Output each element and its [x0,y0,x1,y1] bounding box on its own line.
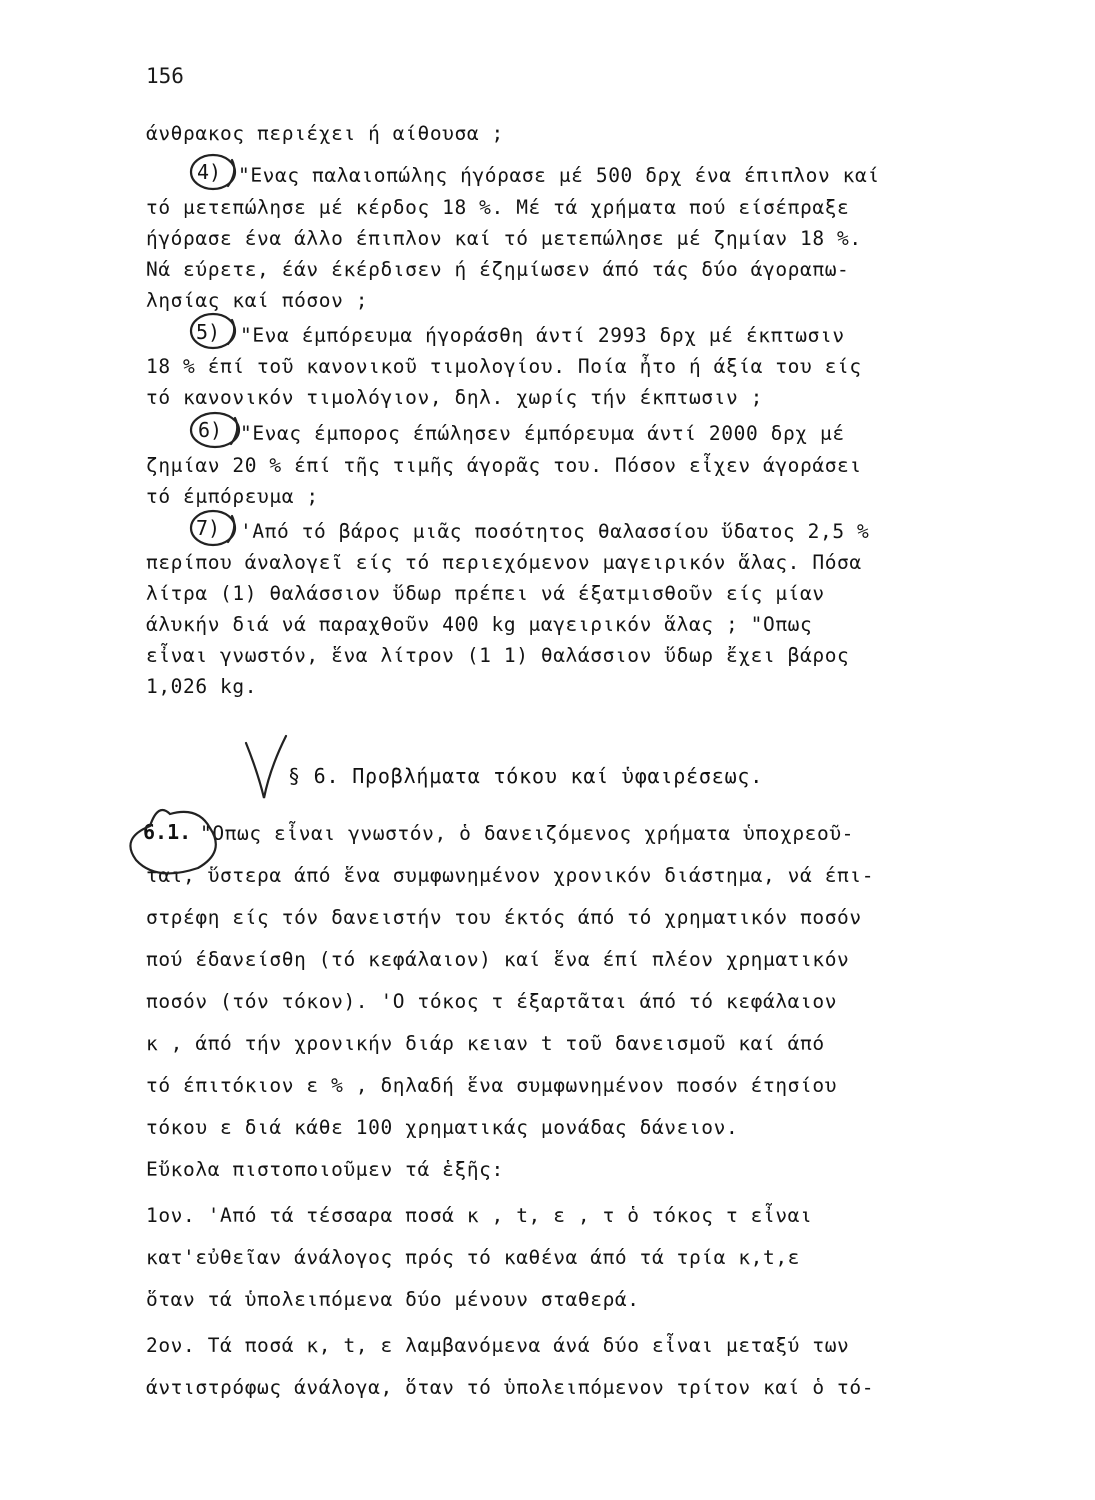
text-line: "Ενας έμπορος έπώλησεν έμπόρευμα άντί 2000 δρχ μέ [240,422,845,445]
text-line: άλυκήν διά νά παραχθοῦν 400 kg μαγειρικόν ἅλας ; "Οπως [146,613,813,636]
text-line: λίτρα (1) θαλάσσιον ὕδωρ πρέπει νά έξατμισθοῦν είς μίαν [146,582,825,605]
text-line: άντιστρόφως άνάλογα, ὅταν τό ὑπολειπόμενον τρίτον καί ὁ τό- [146,1376,875,1399]
section-heading: § 6. Προβλήματα τόκου καί ὑφαιρέσεως. [288,764,764,788]
text-line: 'Από τό βάρος μιᾶς ποσότητος θαλασσίου ὕδατος 2,5 % [240,520,870,543]
text-line: ποσόν (τόν τόκον). 'Ο τόκος τ έξαρτᾶται άπό τό κεφάλαιον [146,990,838,1013]
text-line: 2ον. Τά ποσά κ, t, ε λαμβανόμενα άνά δύο εἶναι μεταξύ των [146,1334,850,1357]
text-line: ζημίαν 20 % έπί τῆς τιμῆς άγορᾶς του. Πόσον εἶχεν άγοράσει [146,454,862,477]
text-line: τό έμπόρευμα ; [146,485,319,508]
text-line: ται, ὕστερα άπό ἕνα συμφωνημένον χρονικόν διάστημα, νά έπι- [146,864,875,887]
problem-7-number: 7) [196,516,221,540]
text-line: ήγόρασε ένα άλλο έπιπλον καί τό μετεπώλησε μέ ζημίαν 18 %. [146,227,862,250]
problem-6-number: 6) [198,418,223,442]
text-line: λησίας καί πόσον ; [146,289,369,312]
text-line: "Ενας παλαιοπώλης ήγόρασε μέ 500 δρχ ένα έπιπλον καί [238,164,880,187]
text-line: κατ'εὐθεῖαν άνάλογος πρός τό καθένα άπό τά τρία κ,t,ε [146,1246,801,1269]
text-line: τό κανονικόν τιμολόγιον, δηλ. χωρίς τήν έκπτωσιν ; [146,386,763,409]
text-line: στρέφη είς τόν δανειστήν του έκτός άπό τό χρηματικόν ποσόν [146,906,862,929]
text-line: "Ενα έμπόρευμα ήγοράσθη άντί 2993 δρχ μέ έκπτωσιν [240,324,845,347]
pen-stroke [228,516,234,542]
text-line: 18 % έπί τοῦ κανονικοῦ τιμολογίου. Ποία ἦτο ή άξία του είς [146,355,862,378]
text-line: 1ον. 'Από τά τέσσαρα ποσά κ , t, ε , τ ὁ τόκος τ εἶναι [146,1204,813,1227]
pen-stroke [228,320,234,344]
text-line: "Οπως εἶναι γνωστόν, ὁ δανειζόμενος χρήματα ὑποχρεοῦ- [200,822,855,845]
text-line: κ , άπό τήν χρονικήν διάρ κειαν t τοῦ δανεισμοῦ καί άπό [146,1032,825,1055]
section-label: 6.1. [143,820,192,844]
page-number: 156 [146,64,184,88]
pen-stroke [228,160,234,186]
text-line: άνθρακος περιέχει ή αίθουσα ; [146,122,504,145]
check-mark [246,736,286,798]
pen-stroke [231,418,237,444]
problem-5-number: 5) [196,320,221,344]
problem-4-number: 4) [197,160,222,184]
text-line: 1,026 kg. [146,675,258,698]
text-line: τό μετεπώλησε μέ κέρδος 18 %. Μέ τά χρήματα πού είσέπραξε [146,196,850,219]
text-line: Εὔκολα πιστοποιοῦμεν τά ἑξῆς: [146,1158,504,1181]
text-line: περίπου άναλογεῖ είς τό περιεχόμενον μαγειρικόν ἅλας. Πόσα [146,551,862,574]
text-line: εἶναι γνωστόν, ἕνα λίτρον (1 1) θαλάσσιον ὕδωρ ἔχει βάρος [146,644,850,667]
text-line: πού έδανείσθη (τό κεφάλαιον) καί ἕνα έπί πλέον χρηματικόν [146,948,850,971]
text-line: τόκου ε διά κάθε 100 χρηματικάς μονάδας δάνειον. [146,1116,739,1139]
text-line: ὅταν τά ὑπολειπόμενα δύο μένουν σταθερά. [146,1288,640,1311]
text-line: τό έπιτόκιον ε % , δηλαδή ἕνα συμφωνημένον ποσόν έτησίου [146,1074,838,1097]
text-line: Νά εύρετε, έάν έκέρδισεν ή έζημίωσεν άπό τάς δύο άγοραπω- [146,258,850,281]
